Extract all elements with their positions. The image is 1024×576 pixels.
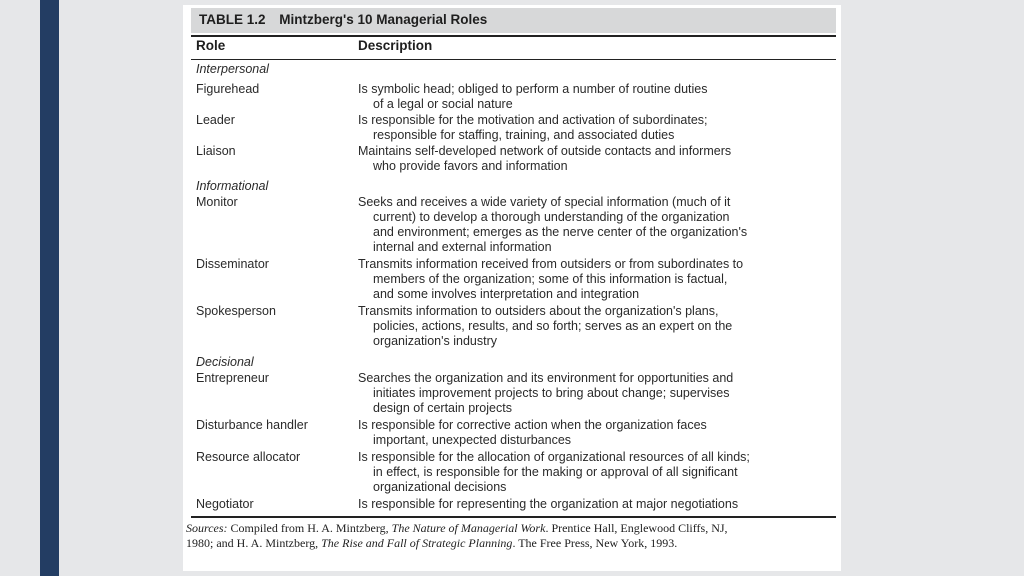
role-description-line: and some involves interpretation and integration xyxy=(373,287,640,301)
book-title: The Rise and Fall of Strategic Planning xyxy=(321,536,513,550)
role-description-line: who provide favors and information xyxy=(373,159,568,173)
bottom-rule xyxy=(191,516,836,518)
role-description-line: and environment; emerges as the nerve center of the organization's xyxy=(373,225,748,239)
role-description-line: Is responsible for representing the organization at major negotiations xyxy=(358,497,739,511)
role-description-line: Seeks and receives a wide variety of special information (much of it xyxy=(358,195,731,209)
sources-text: 1980; and H. A. Mintzberg, xyxy=(186,536,319,550)
header-rule xyxy=(191,59,836,60)
role-name: Monitor xyxy=(196,195,238,209)
role-description-line: Is responsible for the motivation and activation of subordinates; xyxy=(358,113,708,127)
role-description-line: Is responsible for corrective action when the organization faces xyxy=(358,418,707,432)
role-description-line: important, unexpected disturbances xyxy=(373,433,572,447)
sources-text: Compiled from H. A. Mintzberg, xyxy=(230,521,389,535)
book-title: The Nature of Managerial Work xyxy=(391,521,546,535)
table-title: Mintzberg's 10 Managerial Roles xyxy=(279,12,488,27)
role-name: Figurehead xyxy=(196,82,260,96)
role-description-line: members of the organization; some of this information is factual, xyxy=(373,272,728,286)
role-description-line: Transmits information received from outsiders or from subordinates to xyxy=(358,257,744,271)
role-description-line: design of certain projects xyxy=(373,401,512,415)
table-title-bar xyxy=(191,8,836,33)
role-name: Entrepreneur xyxy=(196,371,269,385)
role-name: Leader xyxy=(196,113,235,127)
role-description-line: responsible for staffing, training, and associated duties xyxy=(373,128,675,142)
sources-label: Sources: xyxy=(186,521,228,535)
role-description-line: organizational decisions xyxy=(373,480,507,494)
table-document xyxy=(183,5,841,571)
role-description-line: initiates improvement projects to bring about change; supervises xyxy=(373,386,730,400)
role-description-line: Is symbolic head; obliged to perform a number of routine duties xyxy=(358,82,708,96)
role-description-line: Is responsible for the allocation of organizational resources of all kinds; xyxy=(358,450,750,464)
column-header-description: Description xyxy=(358,38,433,53)
role-description-line: internal and external information xyxy=(373,240,552,254)
sources-text: . The Free Press, New York, 1993. xyxy=(512,536,678,550)
role-name: Disturbance handler xyxy=(196,418,308,432)
left-accent-bar xyxy=(40,0,59,576)
role-description-line: current) to develop a thorough understanding of the organization xyxy=(373,210,730,224)
sources-text: . Prentice Hall, Englewood Cliffs, NJ, xyxy=(545,521,728,535)
column-header-role: Role xyxy=(196,38,226,53)
sources-line-2 xyxy=(186,536,677,551)
table-label: TABLE 1.2 xyxy=(199,12,266,27)
role-description-line: policies, actions, results, and so forth; serves as an expert on the xyxy=(373,319,733,333)
top-rule xyxy=(191,35,836,37)
role-name: Spokesperson xyxy=(196,304,276,318)
role-description-line: in effect, is responsible for the making or approval of all significant xyxy=(373,465,738,479)
role-description-line: Searches the organization and its environment for opportunities and xyxy=(358,371,734,385)
role-description-line: Transmits information to outsiders about the organization's plans, xyxy=(358,304,719,318)
role-description-line: organization's industry xyxy=(373,334,497,348)
role-name: Negotiator xyxy=(196,497,254,511)
category-label: Informational xyxy=(196,179,269,193)
role-name: Liaison xyxy=(196,144,236,158)
role-name: Resource allocator xyxy=(196,450,301,464)
role-description-line: of a legal or social nature xyxy=(373,97,513,111)
role-description-line: Maintains self-developed network of outside contacts and informers xyxy=(358,144,732,158)
category-label: Interpersonal xyxy=(196,62,269,76)
category-label: Decisional xyxy=(196,355,254,369)
role-name: Disseminator xyxy=(196,257,269,271)
sources-line-1 xyxy=(186,521,728,536)
